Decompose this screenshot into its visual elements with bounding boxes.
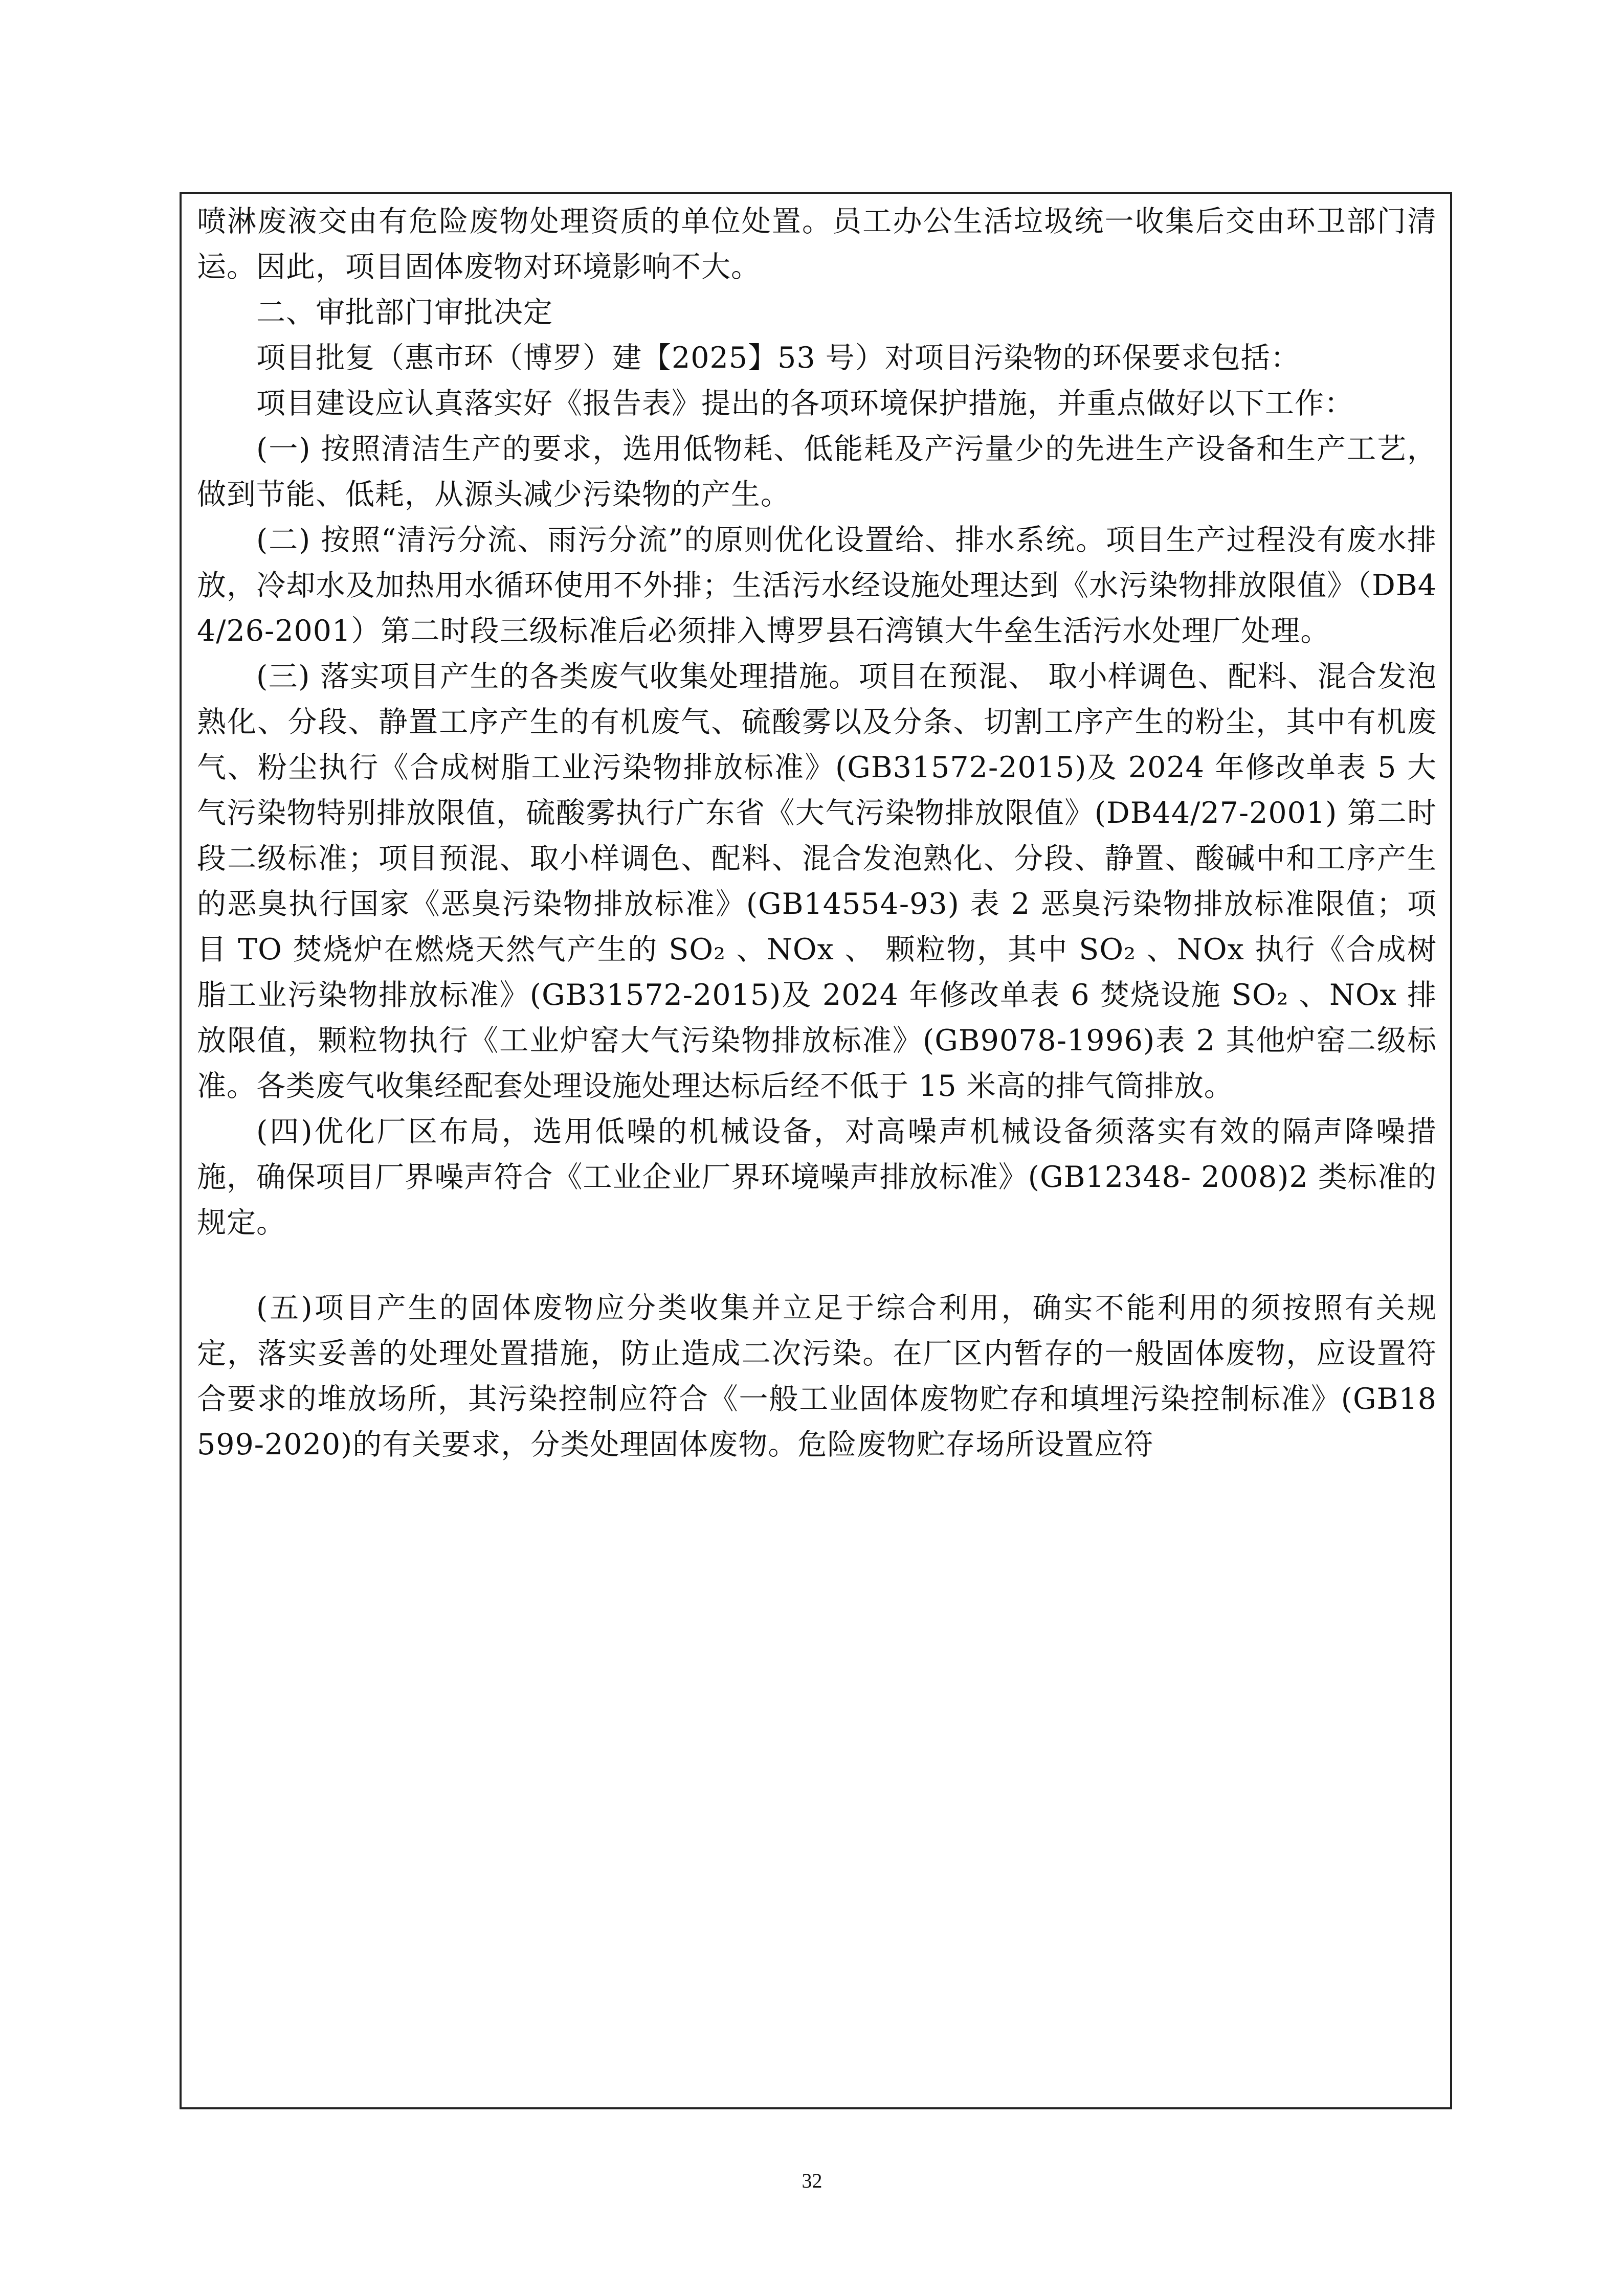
document-body [197,199,1437,1468]
paragraph-approval-intro: 项目建设应认真落实好《报告表》提出的各项环境保护措施，并重点做好以下工作： [256,387,1354,420]
paragraph-item-1-clean-production: (一) 按照清洁生产的要求，选用低物耗、低能耗及产污量少的先进生产设备和生产工艺，做到节能、低耗，从源头减少污染物的产生。 [197,432,1437,511]
paragraph-approval-reference: 项目批复（惠市环（博罗）建【2025】53 号）对项目污染物的环保要求包括： [256,341,1300,375]
paragraph-item-4-noise: (四)优化厂区布局，选用低噪的机械设备，对高噪声机械设备须落实有效的隔声降噪措施，确保项目厂界噪声符合《工业企业厂界环境噪声排放标准》(GB12348- 2008)2 类标准的规定。 [197,1115,1437,1240]
paragraph-solid-waste-continuation: 喷淋废液交由有危险废物处理资质的单位处置。员工办公生活垃圾统一收集后交由环卫部门清运。因此，项目固体废物对环境影响不大。 [197,205,1437,284]
content-frame [180,192,1452,2109]
page-number: 32 [802,2169,822,2192]
section-heading-approval-decision: 二、审批部门审批决定 [256,296,553,329]
paragraph-item-5-solid-waste: (五)项目产生的固体废物应分类收集并立足于综合利用，确实不能利用的须按照有关规定，落实妥善的处理处置措施，防止造成二次污染。在厂区内暂存的一般固体废物，应设置符合要求的堆放场所，其污染控制应符合《一般工业固体废物贮存和填埋污染控制标准》(GB18599-2020)的有关要求，分类处理固体废物。危险废物贮存场所设置应符 [197,1291,1437,1461]
paragraph-item-2-water: (二) 按照“清污分流、雨污分流”的原则优化设置给、排水系统。项目生产过程没有废水排放，冷却水及加热用水循环使用不外排；生活污水经设施处理达到《水污染物排放限值》（DB44/26-2001）第二时段三级标准后必须排入博罗县石湾镇大牛垒生活污水处理厂处理。 [197,523,1437,648]
paragraph-item-3-exhaust-gas: (三) 落实项目产生的各类废气收集处理措施。项目在预混、 取小样调色、配料、混合发泡熟化、分段、静置工序产生的有机废气、硫酸雾以及分条、切割工序产生的粉尘，其中有机废气、粉尘执行《合成树脂工业污染物排放标准》(GB31572-2015)及 2024 年修改单表 5 大气污染物特别排放限值，硫酸雾执行广东省《大气污染物排放限值》(DB44/27-2001) 第二时段二级标准；项目预混、取小样调色、配料、混合发泡熟化、分段、静置、酸碱中和工序产生的恶臭执行国家《恶臭污染物排放标准》(GB14554-93) 表 2 恶臭污染物排放标准限值；项目 TO 焚烧炉在燃烧天然气产生的 SO₂ 、NOx 、 颗粒物，其中 SO₂ 、NOx 执行《合成树脂工业污染物排放标准》(GB31572-2015)及 2024 年修改单表 6 焚烧设施 SO₂ 、NOx 排放限值，颗粒物执行《工业炉窑大气污染物排放标准》(GB9078-1996)表 2 其他炉窑二级标准。各类废气收集经配套处理设施处理达标后经不低于 15 米高的排气筒排放。 [197,660,1437,1103]
